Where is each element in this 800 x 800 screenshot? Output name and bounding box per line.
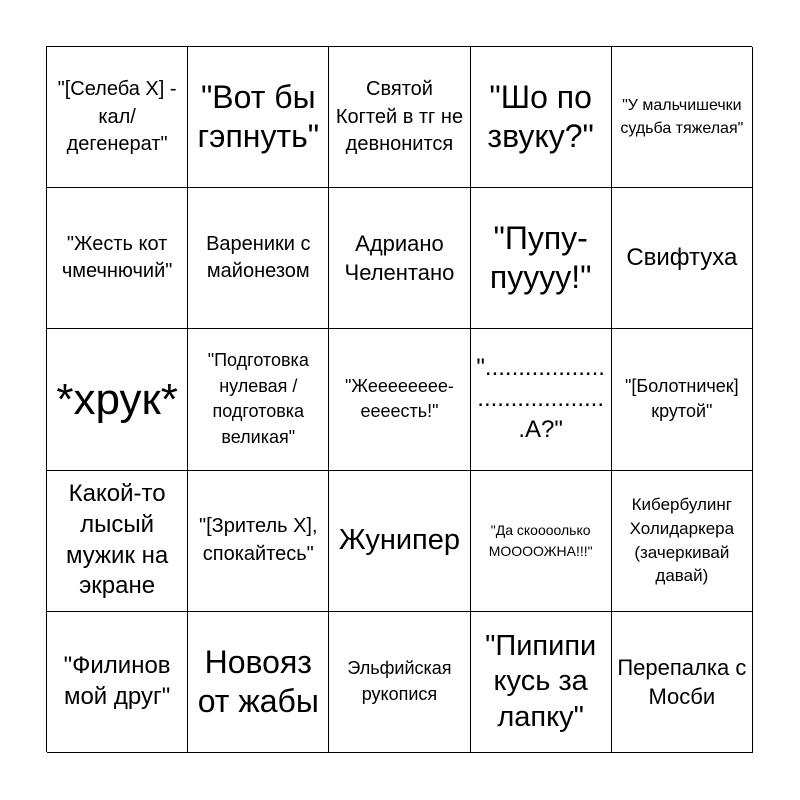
bingo-cell[interactable] bbox=[188, 329, 329, 470]
bingo-cell-text: Какой-то лысый мужик на экране bbox=[65, 480, 169, 600]
bingo-cell-text: "Пупу-пуууу!" bbox=[489, 220, 592, 296]
bingo-cell[interactable] bbox=[329, 471, 470, 612]
bingo-cell[interactable] bbox=[612, 471, 753, 612]
bingo-cell-text: Кибербулинг Холидаркера (зачеркивай давай) bbox=[629, 495, 735, 586]
bingo-cell[interactable] bbox=[47, 47, 188, 188]
bingo-cell[interactable] bbox=[471, 329, 612, 470]
bingo-cell[interactable] bbox=[612, 188, 753, 329]
bingo-cell-text: "Филинов мой друг" bbox=[63, 652, 171, 710]
bingo-cell[interactable] bbox=[47, 471, 188, 612]
bingo-cell[interactable] bbox=[47, 612, 188, 753]
bingo-cell[interactable] bbox=[188, 188, 329, 329]
bingo-cell-text: "Жееееееее-ееееcть!" bbox=[345, 375, 454, 422]
bingo-cell-text: "[Болотничек] крутой" bbox=[625, 375, 739, 422]
bingo-cell[interactable] bbox=[47, 188, 188, 329]
bingo-cell-text: "Вот бы гэпнуть" bbox=[197, 79, 320, 155]
bingo-cell[interactable] bbox=[188, 47, 329, 188]
bingo-cell-text: Жунипер bbox=[338, 523, 461, 556]
bingo-cell-text: "[Зритель X], спокайтесь" bbox=[199, 515, 318, 565]
bingo-board bbox=[46, 46, 752, 752]
bingo-cell-text: "Пипипи кусь за лапку" bbox=[485, 629, 597, 733]
bingo-cell-text: Новояз от жабы bbox=[197, 643, 319, 719]
bingo-cell[interactable] bbox=[329, 188, 470, 329]
bingo-cell[interactable] bbox=[47, 329, 188, 470]
bingo-cell[interactable] bbox=[612, 47, 753, 188]
bingo-cell[interactable] bbox=[329, 329, 470, 470]
bingo-cell-text: "......................................А?" bbox=[476, 354, 605, 443]
bingo-cell-text: Перепалка с Мосби bbox=[617, 654, 747, 709]
bingo-cell-text: *хрук* bbox=[56, 374, 178, 424]
bingo-cell-text: "Жесть кот чмечнючий" bbox=[61, 233, 173, 283]
bingo-cell[interactable] bbox=[612, 329, 753, 470]
bingo-cell[interactable] bbox=[329, 612, 470, 753]
bingo-cell[interactable] bbox=[471, 188, 612, 329]
bingo-cell[interactable] bbox=[471, 471, 612, 612]
bingo-cell[interactable] bbox=[471, 47, 612, 188]
bingo-cell[interactable] bbox=[471, 612, 612, 753]
bingo-cell-text: "У мальчишечки судьба тяжелая" bbox=[620, 96, 744, 138]
bingo-cell-text: "Шо по звуку?" bbox=[487, 79, 594, 155]
bingo-cell-text: "[Селеба X] - кал/дегенерат" bbox=[57, 78, 177, 155]
bingo-cell-text: Адриано Челентано bbox=[344, 231, 455, 286]
bingo-cell-text: Вареники с майонезом bbox=[206, 233, 311, 283]
bingo-cell[interactable] bbox=[188, 612, 329, 753]
bingo-cell-text: "Да скоооолько МООООЖНА!!!" bbox=[488, 521, 593, 559]
bingo-cell-text: Святой Когтей в тг не девнонится bbox=[335, 78, 464, 155]
bingo-cell[interactable] bbox=[188, 471, 329, 612]
bingo-cell-text: Эльфийская рукопися bbox=[347, 658, 452, 704]
bingo-cell[interactable] bbox=[612, 612, 753, 753]
bingo-cell-text: Свифтуха bbox=[626, 243, 738, 271]
bingo-cell[interactable] bbox=[329, 47, 470, 188]
bingo-cell-text: "Подготовка нулевая / подготовка великая" bbox=[207, 350, 309, 448]
